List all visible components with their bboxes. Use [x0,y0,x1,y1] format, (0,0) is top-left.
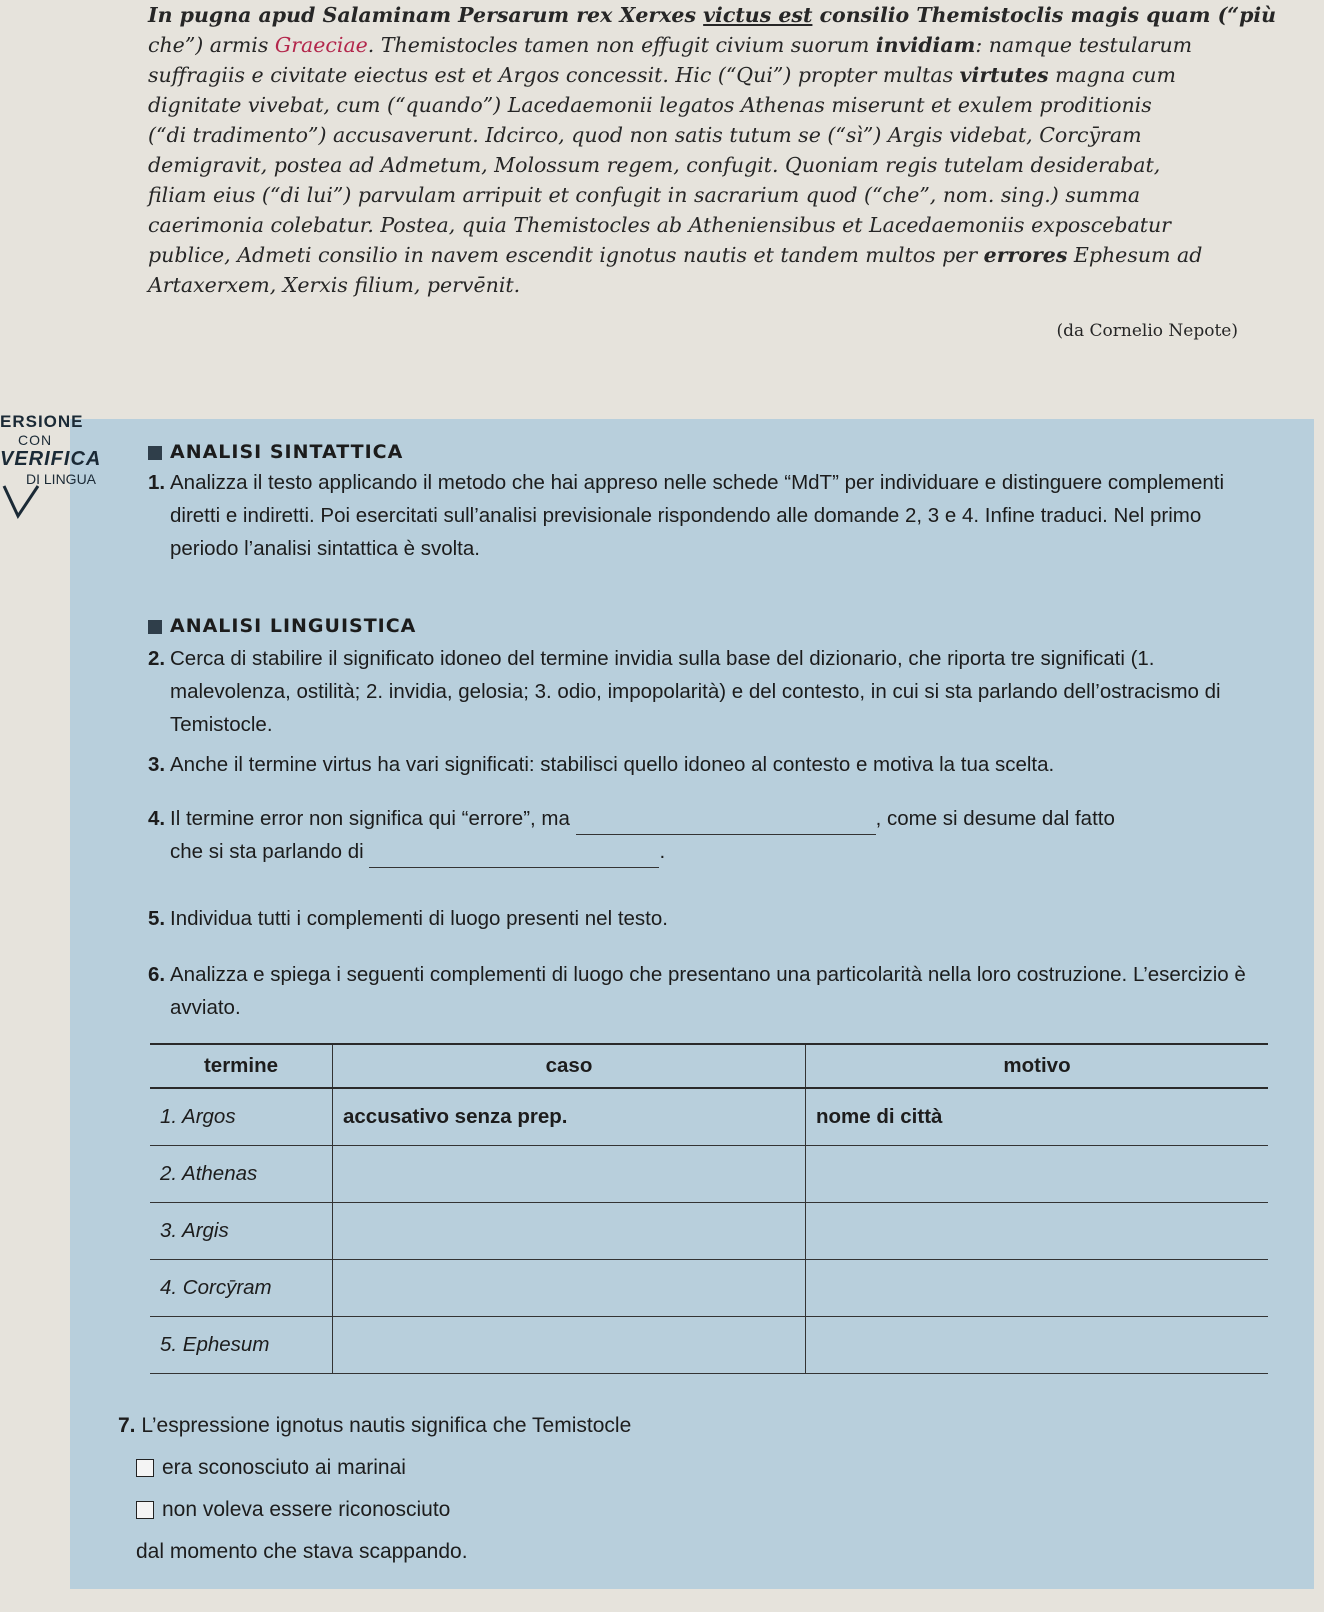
question-number: 6. [148,963,166,986]
option-1[interactable] [118,1447,631,1489]
question-number: 4. [148,807,166,830]
table-row [150,1317,1268,1374]
answer-blank-1[interactable] [576,834,876,835]
latin-line [148,60,1268,90]
cell-reason[interactable]: nome di città [806,1088,1269,1146]
table-header-row [150,1044,1268,1088]
table-row [150,1088,1268,1146]
question-text: . [659,840,666,863]
question-number: 1. [148,471,166,494]
question-number: 2. [148,647,166,670]
latin-run: (“di tradimento”) accusaverunt. Idcirco, quod non satis tutum se (“sì”) Argis videbat, Corcȳram [148,123,1142,147]
latin-run: consilio Themistoclis magis quam (“più [812,3,1277,27]
cell-term: 1. Argos [150,1088,333,1146]
checkbox[interactable] [136,1501,154,1519]
question-number: 3. [148,753,166,776]
sidebar-line2: CON [18,432,53,448]
cell-case[interactable] [333,1146,806,1203]
question-text: Individua tutti i complementi di luogo presenti nel testo. [170,907,668,930]
question-4 [148,802,1250,868]
section-title: ANALISI SINTATTICA [170,441,404,463]
section-title: ANALISI LINGUISTICA [170,615,417,637]
latin-run: Graeciae [274,33,368,57]
question-text: Anche il termine virtus ha vari significati: stabilisci quello idoneo al contesto e motiva la tua scelta. [170,753,1055,776]
latin-run: dignitate vivebat, cum (“quando”) Lacedaemonii legatos Athenas miserunt et exulem proditionis [148,93,1152,117]
latin-run: demigravit, postea ad Admetum, Molossum regem, confugit. Quoniam regis tutelam desiderabat, [148,153,1161,177]
latin-run: : namque testularum [975,33,1193,57]
question-text: Analizza e spiega i seguenti complementi di luogo che presentano una particolarità nella loro costruzione. L’esercizio è avviato. [170,963,1246,1019]
latin-line [148,30,1268,60]
square-bullet-icon [148,620,162,634]
source-citation: (da Cornelio Nepote) [1056,321,1238,341]
column-header: termine [150,1044,333,1088]
cell-term: 5. Ephesum [150,1317,333,1374]
latin-line [148,270,1268,300]
question-6 [148,958,1250,1024]
sidebar-line1: ERSIONE [0,412,84,431]
places-table [150,1043,1268,1374]
latin-line [148,180,1268,210]
square-bullet-icon [148,446,162,460]
latin-run: caerimonia colebatur. Postea, quia Themistocles ab Atheniensibus et Lacedaemoniis exposcebatur [148,213,1171,237]
table-row [150,1260,1268,1317]
latin-run: . Themistocles tamen non effugit civium suorum [367,33,876,57]
question-text: che si sta parlando di [170,840,364,863]
latin-line [148,120,1268,150]
question-3 [148,748,1250,781]
question-text: L’espressione ignotus nautis significa che Temistocle [141,1414,632,1437]
latin-passage [148,0,1277,341]
column-header: caso [333,1044,806,1088]
question-text: , come si desume dal fatto [875,807,1115,830]
latin-run: errores [983,243,1068,267]
section-heading-linguistic [148,610,416,643]
question-number: 5. [148,907,166,930]
option-2[interactable] [118,1489,631,1531]
option-label: era sconosciuto ai marinai [162,1456,406,1479]
latin-run: filiam eius (“di lui”) parvulam arripuit et confugit in sacrarium quod (“che”, nom. sing.) summa [148,183,1141,207]
question-7 [118,1405,631,1573]
question-number: 7. [118,1414,136,1437]
latin-line [148,210,1268,240]
option-label: non voleva essere riconosciuto [162,1498,451,1521]
question-2 [148,642,1230,741]
checkmark-icon [0,482,50,522]
sidebar-line4: DI LINGUA [26,471,97,487]
question-text: Il termine error non significa qui “errore”, ma [170,807,570,830]
cell-case[interactable] [333,1203,806,1260]
latin-run: invidiam [875,33,976,57]
latin-line [148,0,1277,30]
cell-term: 4. Corcȳram [150,1260,333,1317]
cell-case[interactable] [333,1317,806,1374]
cell-case[interactable]: accusativo senza prep. [333,1088,806,1146]
latin-run: Artaxerxem, Xerxis filium, pervēnit. [148,273,521,297]
section-heading-syntax [148,436,403,469]
latin-line [148,90,1268,120]
cell-reason[interactable] [806,1203,1269,1260]
latin-run: publice, Admeti consilio in navem escendit ignotus nautis et tandem multos per [148,243,984,267]
table-row [150,1203,1268,1260]
cell-reason[interactable] [806,1146,1269,1203]
cell-reason[interactable] [806,1260,1269,1317]
question-1 [148,466,1230,565]
cell-term: 3. Argis [150,1203,333,1260]
cell-case[interactable] [333,1260,806,1317]
cell-reason[interactable] [806,1317,1269,1374]
question-tail: dal momento che stava scappando. [136,1540,468,1563]
latin-run: che”) armis [148,33,275,57]
table-row [150,1146,1268,1203]
latin-line [148,150,1268,180]
column-header: motivo [806,1044,1269,1088]
latin-lines [148,0,1277,300]
sidebar-label [0,412,140,487]
question-5 [148,902,668,935]
latin-run: victus est [703,3,813,27]
checkbox[interactable] [136,1459,154,1477]
latin-run: magna cum [1048,63,1176,87]
answer-blank-2[interactable] [369,867,659,868]
latin-line [148,240,1268,270]
question-text: Analizza il testo applicando il metodo che hai appreso nelle schede “MdT” per individuare e distinguere complementi diretti e indiretti. Poi esercitati sull’analisi previsionale rispondendo alle domande 2, 3 e 4. Infine traduci. Nel primo periodo l’analisi sintattica è svolta. [170,471,1225,560]
latin-run: Ephesum ad [1067,243,1203,267]
cell-term: 2. Athenas [150,1146,333,1203]
question-text: Cerca di stabilire il significato idoneo del termine invidia sulla base del dizionario, che riporta tre significati (1. malevolenza, ostilità; 2. invidia, gelosia; 3. odio, impopolarità) e del contesto, in cui si sta parlando dell’ostracismo di Temistocle. [170,647,1221,736]
latin-run: virtutes [959,63,1049,87]
latin-run: In pugna apud Salaminam Persarum rex Xerxes [148,3,704,27]
latin-run: suffragiis e civitate eiectus est et Argos concessit. Hic (“Qui”) propter multas [148,63,960,87]
sidebar-line3: VERIFICA [0,448,102,470]
